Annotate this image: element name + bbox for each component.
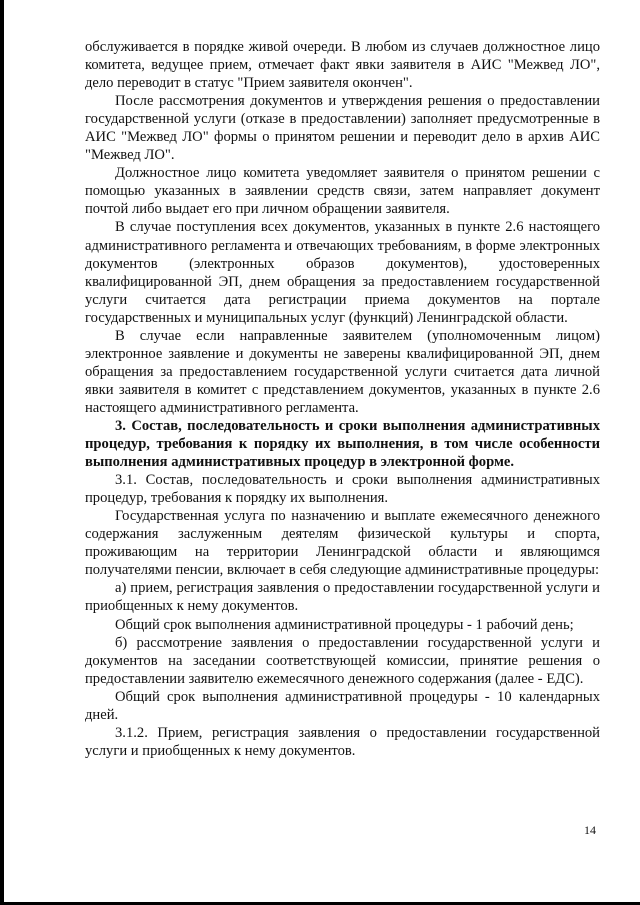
paragraph-term-b: Общий срок выполнения административной процедуры - 10 календарных дней. [85,688,604,723]
list-item-b: б) рассмотрение заявления о предоставлении государственной услуги и документов на заседании соответствующей комиссии, принятие решения о предоставлении заявителю ежемесячного денежного содержания (далее - ЕДС). [85,634,604,687]
paragraph-notify-applicant: Должностное лицо комитета уведомляет заявителя о принятом решении с помощью указанных в заявлении средств связи, затем направляет документ почтой либо выдает его при личном обращении заявителя. [85,165,604,218]
paragraph-electronic-documents: В случае поступления всех документов, указанных в пункте 2.6 настоящего административного регламента и отвечающих требованиям, в форме электронных документов (электронных образов документов), удостоверенных квалифицированной ЭП, днем обращения за предоставлением государственной услуги считается дата регистрации приема документов на портале государственных и муниципальных услуг (функций) Ленинградской области. [85,219,604,326]
list-item-a: а) прием, регистрация заявления о предоставлении государственной услуги и приобщенных к нему документов. [85,580,604,615]
scan-edge-left [0,0,4,905]
paragraph-unsigned-electronic: В случае если направленные заявителем (уполномоченным лицом) электронное заявление и документы не заверены квалифицированной ЭП, днем обращения за предоставлением государственной услуги считается дата личной явки заявителя в комитет с представлением документов, указанных в пункте 2.6 настоящего административного регламента. [85,327,604,416]
paragraph-after-review: После рассмотрения документов и утверждения решения о предоставлении государственной услуги (отказе в предоставлении) заполняет предусмотренные в АИС "Межвед ЛО" формы о принятом решении и переводит дело в архив АИС "Межвед ЛО". [85,93,604,164]
page-number: 14 [584,823,596,837]
paragraph-queue-service: обслуживается в порядке живой очереди. В любом из случаев должностное лицо комитета, ведущее прием, отмечает факт явки заявителя в АИС "Межвед ЛО", дело переводит в статус "Прием заявителя окончен". [85,39,604,92]
paragraph-3-1: 3.1. Состав, последовательность и сроки выполнения административных процедур, требования к порядку их выполнения. [85,472,604,507]
paragraph-3-1-2: 3.1.2. Прием, регистрация заявления о предоставлении государственной услуги и приобщенных к нему документов. [85,724,604,759]
document-body [85,38,604,760]
paragraph-service-includes: Государственная услуга по назначению и выплате ежемесячного денежного содержания заслуженным деятелям физической культуры и спорта, проживающим на территории Ленинградской области и являющимся получателями пенсии, включает в себя следующие административные процедуры: [85,508,604,579]
paragraph-term-a: Общий срок выполнения административной процедуры - 1 рабочий день; [115,616,574,633]
section-3-heading: 3. Состав, последовательность и сроки выполнения административных процедур, требования к порядку их выполнения, в том числе особенности выполнения административных процедур в электронной форме. [85,417,604,471]
